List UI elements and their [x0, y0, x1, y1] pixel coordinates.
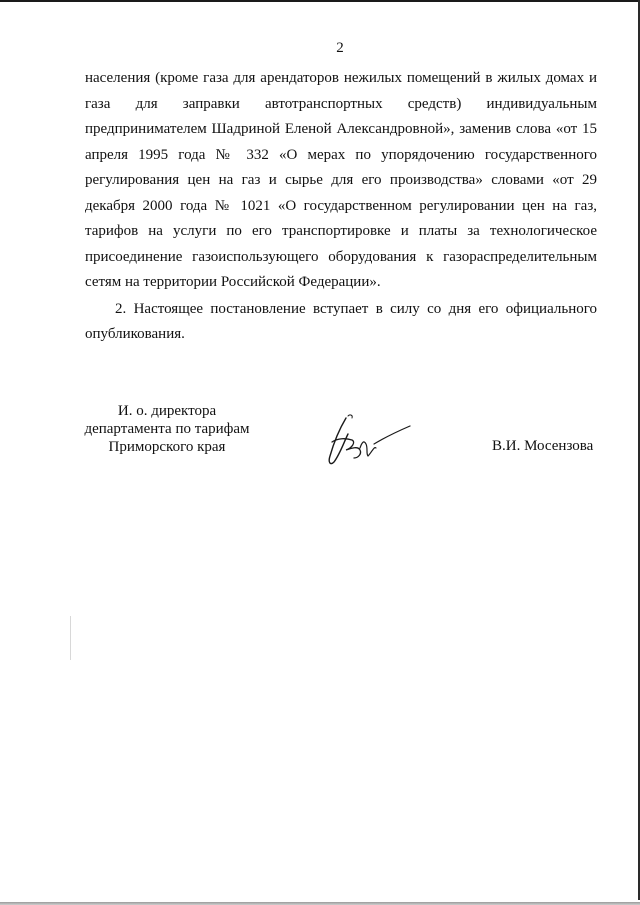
document-body	[85, 66, 597, 348]
paragraph-1: населения (кроме газа для арендаторов нежилых помещений в жилых домах и газа для заправки автотранспортных средств) индивидуальным предпринимателем Шадриной Еленой Александровной», заменив слова «от 15 апреля 1995 года № 332 «О мерах по упорядочению государственного регулирования цен на газ и сырье для его производства» словами «от 29 декабря 2000 года № 1021 «О государственном регулировании цен на газ, тарифов на услуги по его транспортировке и платы за технологическое присоединение газоиспользующего оборудования к газораспределительным сетям на территории Российской Федерации».	[85, 70, 597, 290]
position-line-3: Приморского края	[108, 439, 226, 455]
scan-edge-top	[0, 0, 640, 2]
position-line-1: И. о. директора	[117, 403, 217, 419]
signatory-position	[78, 402, 256, 456]
scan-edge-bottom	[0, 900, 640, 905]
position-line-2: департамента по тарифам	[84, 421, 250, 437]
page-number: 2	[336, 40, 344, 56]
signatory-name: В.И. Мосензова	[492, 438, 594, 454]
scan-artifact-line	[70, 616, 71, 660]
paragraph-2: 2. Настоящее постановление вступает в силу со дня его официального опубликования.	[85, 300, 597, 342]
handwritten-signature	[318, 412, 414, 470]
